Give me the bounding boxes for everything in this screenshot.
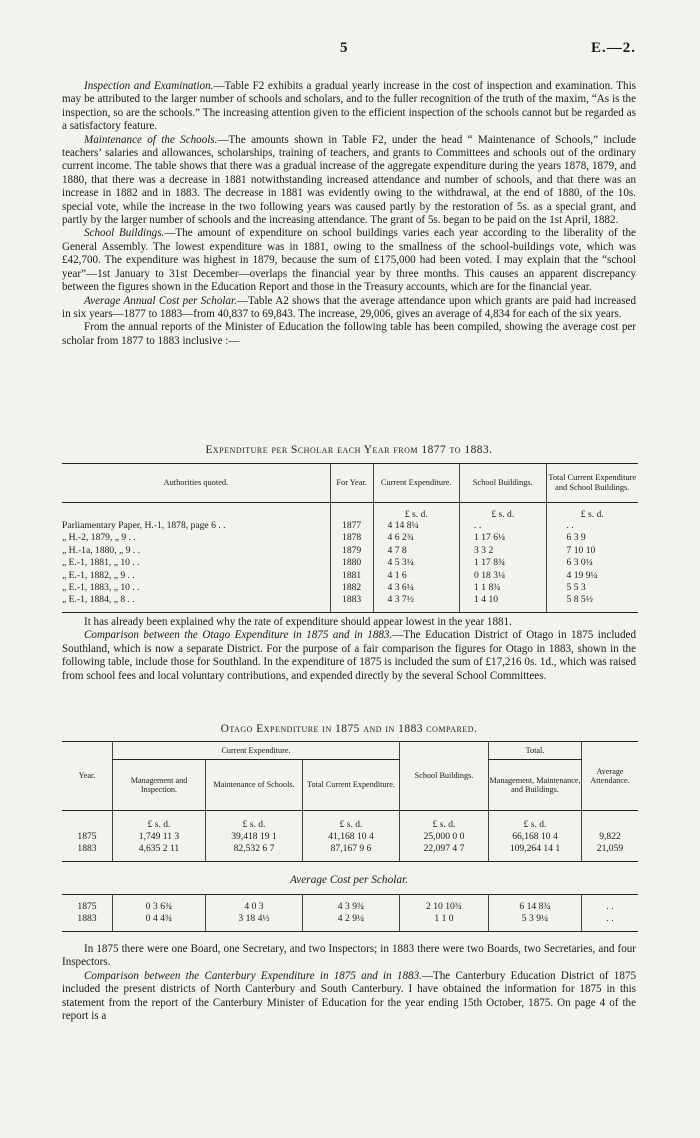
document-code: E.—2.	[590, 40, 636, 56]
table-row	[62, 913, 638, 925]
table1-total: 6 3 0¼	[546, 557, 638, 569]
table1-authority: „ E.-1, 1883, „ 10 . .	[62, 581, 140, 593]
table2-unit: £ s. d.	[113, 811, 206, 831]
table1-total: 6 3 9	[546, 532, 638, 544]
table2-header-current-group: Current Expenditure.	[113, 742, 400, 760]
table-row	[62, 582, 638, 594]
table1-total: 5 5 3	[546, 582, 638, 594]
intro-paragraphs	[62, 80, 636, 348]
table1-authority: „ E.-1, 1882, „ 9 . .	[62, 569, 135, 581]
table1-year: 1878	[330, 532, 373, 544]
table2-header-maintenance: Maintenance of Schools.	[206, 760, 303, 811]
table2-cell-buildings: 25,000 0 0	[400, 831, 489, 843]
table1-current: 4 1 6	[373, 570, 460, 582]
table1-buildings: 3 3 2	[460, 545, 546, 557]
paragraph-annual-reports: From the annual reports of the Minister of Education the following table has been compiled, showing the average cost per scholar from 1877 to 1883 inclusive :—	[62, 321, 636, 347]
table1-current: 4 7 8	[373, 545, 460, 557]
table1-year: 1883	[330, 594, 373, 606]
table2-cell-maintenance: 39,418 19 1	[206, 831, 303, 843]
table2-cell-total-current: 87,167 9 6	[303, 843, 400, 855]
table1-buildings: 1 17 6¼	[460, 532, 546, 544]
table1-unit-current: £ s. d.	[373, 503, 460, 521]
table2-header-buildings: School Buildings.	[400, 742, 489, 811]
table1-total: 4 19 9¼	[546, 570, 638, 582]
paragraph-canterbury: Comparison between the Canterbury Expenditure in 1875 and in 1883.—The Canterbury Education District of 1875 included the present districts of North Canterbury and South Canterbury. I have obtained the information for 1875 in this statement from the report of the Canterbury Minister of Education for the year ending 15th October, 1875. On page 4 of the report is a	[62, 969, 636, 1023]
table1-header-buildings: School Buildings.	[460, 464, 546, 503]
per-scholar-cell-total-current: 4 3 9¾	[303, 901, 400, 913]
table1-authority: „ H.-1a, 1880, „ 9 . .	[62, 544, 141, 556]
per-scholar-cell-maintenance: 4 0 3	[206, 901, 303, 913]
table2-unit: £ s. d.	[489, 811, 582, 831]
paragraph-average-cost: Average Annual Cost per Scholar.—Table A2 shows that the average attendance upon which grants are paid had increased in six years—1877 to 1883—from 40,837 to 69,843. The increase, 29,006, gives an average of 4,834 for each of the six years.	[62, 294, 636, 320]
table1-buildings: 1 17 8¾	[460, 557, 546, 569]
paragraph-maintenance: Maintenance of the Schools.—The amounts shown in Table F2, under the head “ Maintenance of Schools,” include teachers’ salaries and allowances, scholarships, training of teachers, and grants to Committees and schools out of the ordinary current income. The table shows that there was a gradual increase of the aggregate expenditure during the years 1878, 1879, and 1880, that there was a decrease in 1881 notwithstanding increased attendance and number of schools, and that there was an increase in 1882 and in 1883. The decrease in 1881 was evidently owing to the withdrawal, at the end of 1880, of the 10s. special vote, while the increase in the two following years was caused partly by the restoration of 5s. as a special grant, and partly by the larger number of schools and the increasing attendance. The grant of 5s. began to be paid on the 1st April, 1882.	[62, 133, 636, 227]
per-scholar-cell-management: 0 3 6¾	[113, 901, 206, 913]
table1-header-authorities: Authorities quoted.	[62, 464, 330, 503]
table2-header-total-group: Total.	[489, 742, 582, 760]
table2-header-attendance: Average Attendance.	[582, 742, 639, 811]
per-scholar-cell-total: 5 3 9¼	[489, 913, 582, 925]
middle-paragraphs	[62, 616, 636, 683]
table2-cell-total: 66,168 10 4	[489, 831, 582, 843]
table2-cell-year: 1875	[77, 830, 97, 842]
table1-year: 1881	[330, 570, 373, 582]
per-scholar-cell-buildings: 2 10 10¾	[400, 901, 489, 913]
page-number: 5	[340, 40, 348, 56]
per-scholar-cell-management: 0 4 4¾	[113, 913, 206, 925]
table2-cell-total-current: 41,168 10 4	[303, 831, 400, 843]
paragraph-boards: In 1875 there were one Board, one Secretary, and two Inspectors; in 1883 there were two Boards, two Secretaries, and four Inspectors.	[62, 943, 636, 969]
table2-cell-buildings: 22,097 4 7	[400, 843, 489, 855]
table1-header-current: Current Expenditure.	[373, 464, 460, 503]
table1-total: 7 10 10	[546, 545, 638, 557]
table2-header-management: Management and Inspection.	[113, 760, 206, 811]
table-row	[62, 831, 638, 843]
table-row	[62, 532, 638, 544]
table2-title: Otago Expenditure in 1875 and in 1883 compared.	[220, 723, 478, 735]
table1-title: Expenditure per Scholar each Year from 1877 to 1883.	[205, 444, 493, 456]
table1-unit-total: £ s. d.	[546, 503, 638, 521]
table-row	[62, 520, 638, 532]
table1-authority: Parliamentary Paper, H.-1, 1878, page 6 . .	[62, 520, 226, 531]
per-scholar-cell-maintenance: 3 18 4½	[206, 913, 303, 925]
table1-year: 1879	[330, 545, 373, 557]
table-row	[62, 545, 638, 557]
table2-cell-total: 109,264 14 1	[489, 843, 582, 855]
otago-expenditure-table	[62, 741, 638, 862]
per-scholar-title: Average Cost per Scholar.	[290, 874, 408, 886]
table-row	[62, 843, 638, 855]
table1-current: 4 14 8¼	[373, 520, 460, 532]
table2-cell-management: 1,749 11 3	[113, 831, 206, 843]
table-row	[62, 594, 638, 606]
expenditure-per-scholar-table	[62, 463, 638, 613]
table2-cell-attendance: 9,822	[582, 831, 639, 843]
table-row	[62, 901, 638, 913]
per-scholar-cell-total: 6 14 8¾	[489, 901, 582, 913]
per-scholar-cell-year: 1875	[77, 900, 97, 912]
table1-current: 4 3 7½	[373, 594, 460, 606]
table-row	[62, 570, 638, 582]
per-scholar-cell-total-current: 4 2 9¼	[303, 913, 400, 925]
paragraph-buildings: School Buildings.—The amount of expenditure on school buildings varies each year according to the liberality of the General Assembly. The lowest expenditure was in 1881, owing to the smallness of the school-buildings vote, which was £42,700. The expenditure was highest in 1879, because the sum of £175,000 had been voted. I may explain that the “school year”—1st January to 31st December—overlaps the financial year by three months. This causes an apparent discrepancy between the figures shown in the Education Report and those in the Treasury accounts, which are for the financial year.	[62, 227, 636, 294]
table2-header-mgmt-maint-bld: Management, Maintenance, and Buildings.	[489, 760, 582, 811]
per-scholar-cell-attendance: . .	[582, 901, 639, 913]
per-scholar-cell-buildings: 1 1 0	[400, 913, 489, 925]
table1-buildings: 0 18 3¼	[460, 570, 546, 582]
table2-unit: £ s. d.	[400, 811, 489, 831]
paragraph-already-explained: It has already been explained why the rate of expenditure should appear lowest in the year 1881.	[84, 616, 512, 628]
per-scholar-cell-year: 1883	[77, 912, 97, 924]
table2-cell-attendance: 21,059	[582, 843, 639, 855]
table1-authority: „ H.-2, 1879, „ 9 . .	[62, 532, 136, 544]
table1-header-total: Total Current Expenditure and School Buildings.	[546, 464, 638, 503]
table2-header-year: Year.	[62, 742, 113, 811]
paragraph-inspection: Inspection and Examination.—Table F2 exhibits a gradual yearly increase in the cost of inspection and examination. This may be attributed to the larger number of schools and scholars, and to the fuller recognition of the truth of the maxim, “As is the inspection, so are the schools.” The increasing attention given to the efficient inspection of the schools cannot but be regarded as a satisfactory feature.	[62, 80, 637, 133]
table1-total: 5 8 5½	[546, 594, 638, 606]
table2-unit: £ s. d.	[303, 811, 400, 831]
table-row	[62, 557, 638, 569]
table2-header-total-current: Total Current Expenditure.	[303, 760, 400, 811]
table1-buildings: 1 4 10	[460, 594, 546, 606]
table2-unit: £ s. d.	[206, 811, 303, 831]
table1-current: 4 6 2¾	[373, 532, 460, 544]
table1-current: 4 3 6¼	[373, 582, 460, 594]
table1-buildings: 1 1 8¾	[460, 582, 546, 594]
table1-buildings: . .	[460, 520, 546, 532]
per-scholar-cell-attendance: . .	[582, 913, 639, 925]
table1-header-year: For Year.	[330, 464, 373, 503]
table2-cell-management: 4,635 2 11	[113, 843, 206, 855]
table2-cell-maintenance: 82,532 6 7	[206, 843, 303, 855]
table2-cell-year: 1883	[77, 842, 97, 854]
table1-unit-buildings: £ s. d.	[460, 503, 546, 521]
table1-authority: „ E.-1, 1881, „ 10 . .	[62, 557, 140, 569]
otago-per-scholar-table	[62, 894, 638, 932]
table1-year: 1877	[330, 520, 373, 532]
table1-authority: „ E.-1, 1884, „ 8 . .	[62, 594, 135, 606]
table1-year: 1880	[330, 557, 373, 569]
table1-total: . .	[546, 520, 638, 532]
table1-year: 1882	[330, 582, 373, 594]
closing-paragraphs	[62, 943, 636, 1023]
paragraph-otago: Comparison between the Otago Expenditure in 1875 and in 1883.—The Education District of Otago in 1875 included Southland, which is now a separate District. For the purpose of a fair comparison the figures for Otago in 1883, shown in the following table, include those for Southland. In the expenditure of 1875 is included the sum of £17,216 0s. 1d., which was raised from school fees and local voluntary contributions, and expended directly by the several School Committees.	[62, 629, 636, 682]
table1-current: 4 5 3¼	[373, 557, 460, 569]
